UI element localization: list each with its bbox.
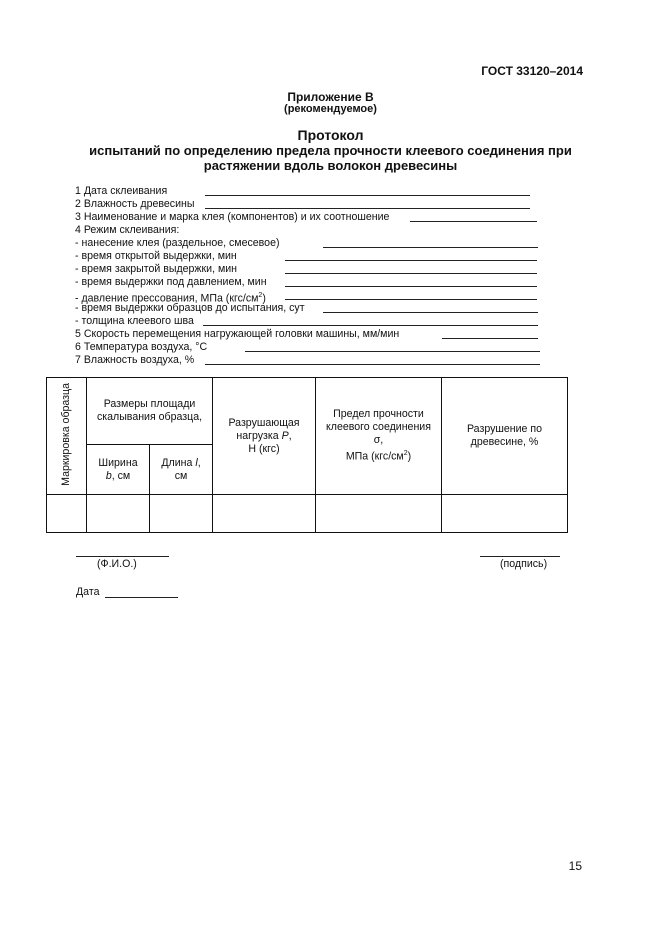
header-wood-failure: Разрушение по древесине, %	[442, 378, 568, 495]
table-cell[interactable]	[213, 495, 316, 533]
field-row	[75, 289, 545, 305]
signature-caption: (подпись)	[500, 558, 548, 570]
name-line[interactable]	[76, 556, 169, 557]
field-label: 5 Скорость перемещения нагружающей головки машины, мм/мин	[75, 328, 400, 340]
table-cell[interactable]	[150, 495, 213, 533]
header-load: Разрушающая нагрузка P, Н (кгс)	[213, 378, 316, 495]
date-label: Дата	[76, 586, 100, 598]
field-row	[75, 224, 545, 237]
fill-line[interactable]	[203, 325, 538, 326]
field-row	[75, 237, 545, 250]
fill-line[interactable]	[205, 364, 540, 365]
fill-line[interactable]	[323, 312, 538, 313]
field-label: 6 Температура воздуха, °С	[75, 341, 208, 353]
field-row	[75, 185, 545, 198]
field-row	[75, 315, 545, 328]
field-row	[75, 302, 545, 315]
fill-line[interactable]	[285, 273, 537, 274]
protocol-subtitle-line1: испытаний по определению предела прочности клеевого соединения при	[89, 143, 572, 158]
field-row	[75, 211, 545, 224]
field-row	[75, 328, 545, 341]
table-cell[interactable]	[442, 495, 568, 533]
protocol-subtitle-line2: растяжении вдоль волокон древесины	[203, 158, 458, 173]
protocol-title: Протокол	[297, 127, 364, 143]
field-label: - давление прессования, МПа $(кгс/см^2)$	[75, 292, 266, 305]
field-row	[75, 341, 545, 354]
header-marking: Маркировка образца	[47, 378, 87, 495]
fill-line[interactable]	[285, 286, 537, 287]
appendix-title: Приложение В	[287, 90, 374, 104]
field-label: 4 Режим склеивания:	[75, 224, 180, 236]
header-sizes: Размеры площади скалывания образца,	[87, 378, 213, 445]
field-row	[75, 263, 545, 276]
field-label: - время закрытой выдержки, мин	[75, 263, 238, 275]
table-cell[interactable]	[47, 495, 87, 533]
fill-line[interactable]	[323, 247, 538, 248]
page-number: 15	[568, 859, 582, 873]
header-length: Длина l, см	[150, 445, 213, 495]
field-row	[75, 276, 545, 289]
table-cell[interactable]	[87, 495, 150, 533]
fill-line[interactable]	[442, 338, 538, 339]
field-row	[75, 354, 545, 367]
field-label: 2 Влажность древесины	[75, 198, 195, 210]
fill-line[interactable]	[410, 221, 537, 222]
header-strength: Предел прочности клеевого соединения σ, МПа $(кгс/см^2)$	[316, 378, 442, 495]
form-fields	[75, 185, 545, 367]
header-width: Ширина b, см	[87, 445, 150, 495]
field-label: - время открытой выдержки, мин	[75, 250, 237, 262]
date-line[interactable]	[105, 597, 178, 598]
field-row	[75, 250, 545, 263]
field-label: - время выдержки образцов до испытания, сут	[75, 302, 305, 314]
field-row	[75, 198, 545, 211]
fill-line[interactable]	[205, 195, 530, 196]
fill-line[interactable]	[205, 208, 530, 209]
field-label: - время выдержки под давлением, мин	[75, 276, 267, 288]
field-label: 1 Дата склеивания	[75, 185, 168, 197]
field-label: 3 Наименование и марка клея (компонентов) и их соотношение	[75, 211, 390, 223]
field-label: - толщина клеевого шва	[75, 315, 194, 327]
fill-line[interactable]	[285, 299, 537, 300]
fill-line[interactable]	[245, 351, 540, 352]
signature-line[interactable]	[480, 556, 560, 557]
table-cell[interactable]	[316, 495, 442, 533]
fill-line[interactable]	[285, 260, 537, 261]
table-row	[47, 495, 568, 533]
field-label: 7 Влажность воздуха, %	[75, 354, 195, 366]
name-caption: (Ф.И.О.)	[97, 558, 137, 570]
field-label: - нанесение клея (раздельное, смесевое)	[75, 237, 280, 249]
standard-number: ГОСТ 33120–2014	[481, 64, 583, 78]
appendix-subtitle: (рекомендуемое)	[284, 103, 377, 115]
results-table	[46, 377, 568, 533]
